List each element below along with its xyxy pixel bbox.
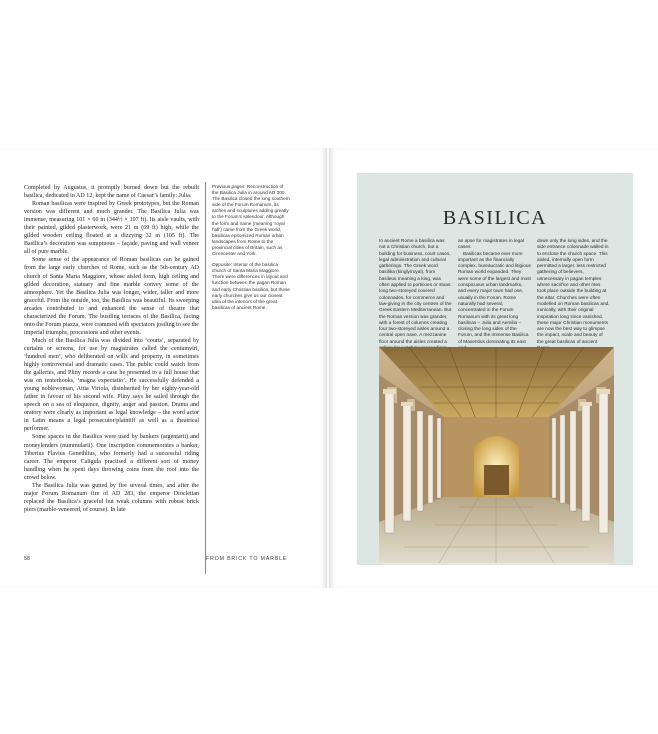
feature-panel: [357, 173, 633, 565]
church-interior-illustration: [379, 347, 614, 563]
left-paragraph: Much of the Basilica Julia was divided into ‘courts’, separated by curtains or screens, for use by magistrates called the centumviri, ‘hundred men’, who deliberated on wills and property, in sometimes highly controversial and dramatic cases. The public could watch from the galleries, and Pliny records a case he presented to a full house that was on tenterhooks, ‘magna expectatio’. He successfully defended a young noblewoman, Attia Viriola, disinherited by her eighty-year-old father in favour of his second wife. Pliny says he sailed through the speech on a sea of eloquence, dignity, anger and passion. Drama and oratory were clearly as important as legal knowledge – the word actor in Latin means a legal prosecutor/plaintiff as well as a theatrical performer.: [24, 337, 199, 433]
church-interior-photo: [379, 347, 614, 563]
caption-previous-pages: Previous pages: Reconstruction of the Basilica Julia in around AD 300. The Basilica closed the long southern side of the Forum Romanum, its arches and sculptures adding greatly to the Forum’s splendour. Although the form and name (meaning ‘royal hall’) came from the Greek world, basilicas epitomized Roman urban landscapes from Rome to the provincial cities of Britain, such as Cirencester and York.: [212, 184, 290, 257]
left-paragraph: Some sense of the appearance of Roman basilicas can be gained from the large early churches of Rome, such as the 5th-century AD church of Santa Maria Maggiore, whose aisled form, high ceiling and gilded decoration, statuary and fine marble convey some of the atmosphere. Yet the Basilica Julia was longer, wider, taller and more graceful. From the outside, too, the Basilica was beautiful. Its sweeping arcades contributed to and enhanced the sense of theatre that characterized the Forum. The bustling terraces of the Basilica, facing onto the Forum piazza, were crammed with spectators jostling to see the imperial triumphs, processions and other events.: [24, 257, 199, 336]
panel-paragraph: Basilicas became ever more important as the financially complex, bureaucratic and litigious Roman world expanded. They were some of the largest and most conspicuous urban landmarks, and every major town had one, usually in the Forum. Rome naturally had several, concentrated in the Forum Romanum with its great long basilicas – Julia and Aemilia – closing the long sides of the Forum, and the immense Basilica of Maxentius dominating its east: [458, 251, 531, 345]
panel-paragraph: an apse for magistrates in legal cases.: [458, 239, 525, 251]
left-paragraph: Some spaces in the Basilica were used by bankers (argentarii) and moneylenders (nummularii). One inscription commemorates a banker, Tiberius Flavius Genethlius, who formerly had a successful riding career. The emperor Caligula practised a different sort of money handling when he spent days throwing coins from the roof into the crowd below.: [24, 434, 199, 481]
left-paragraph: The Basilica Julia was gutted by fire several times, and after the major Forum Romanum fire of AD 283, the emperor Diocletian replaced the Basilica’s graceful but weak columns with robust brick piers (marble-veneered, of course). In late: [24, 482, 199, 513]
left-body-text: [24, 184, 199, 514]
left-paragraph: Completed by Augustus, it promptly burned down but the rebuilt basilica, dedicated in AD 12, kept the name of Caesar’s family: Julia.: [24, 185, 199, 200]
panel-paragraph: In ancient Rome a basilica was not a Christian church, but a building for business, court cases, legal administration and cultural gatherings. The Greek word basilika (kingly/royal), from basileus meaning a king, was often applied to porticoes or stoas: long two-storeyed covered colonnades, for commerce and law-giving in the city centres of the Greek Eastern Mediterranean. But the Roman version was grander, with a forest of columns creating four two-storeyed aisles around a central open nave. A mezzanine floor around the aisles created a: [379, 239, 452, 345]
book-spread: [0, 148, 658, 588]
panel-title: BASILICA: [442, 207, 548, 229]
panel-paragraph: down only the long sides, and the side entrance colonnade walled in to enclose the church space. This aisled, internally open form permitted a larger, less restricted gathering of believers, unnecessary in pagan temples where sacrifice and other rites took place outside the building at the altar. Churches were often modelled on Roman basilicas and, ironically, with their original inspiration long since vanished, these major Christian monuments are now the best way to glimpse the impact, scale and beauty of the great basilicas of ancient: [537, 239, 610, 345]
page-number: 58: [24, 556, 30, 562]
caption-sidebar: [212, 184, 290, 316]
running-head: FROM BRICK TO MARBLE: [206, 556, 288, 562]
column-divider: [205, 182, 206, 574]
right-page: [329, 148, 658, 588]
left-paragraph: Roman basilicas were inspired by Greek prototypes, but the Roman version was different and much grander. The Basilica Julia was immense, measuring 101 × 60 m (344½ × 197 ft). Its aisle vaults, with their painted, gilded plasterwork, were 21 m (69 ft) high, while the gilded wooden ceiling floated at a dizzying 32 m (105 ft). The Basilica’s decoration was sumptuous – façade, paving and wall veneer all of pure marble.: [24, 201, 199, 256]
left-page: [0, 148, 327, 588]
caption-opposite: Opposite: Interior of the basilica church of Santa Maria Maggiore. There were differences in layout and function between the pagan Roman and early Christian basilica, but these early churches give us our closest idea of the interiors of the great basilicas of ancient Rome.: [212, 262, 290, 310]
